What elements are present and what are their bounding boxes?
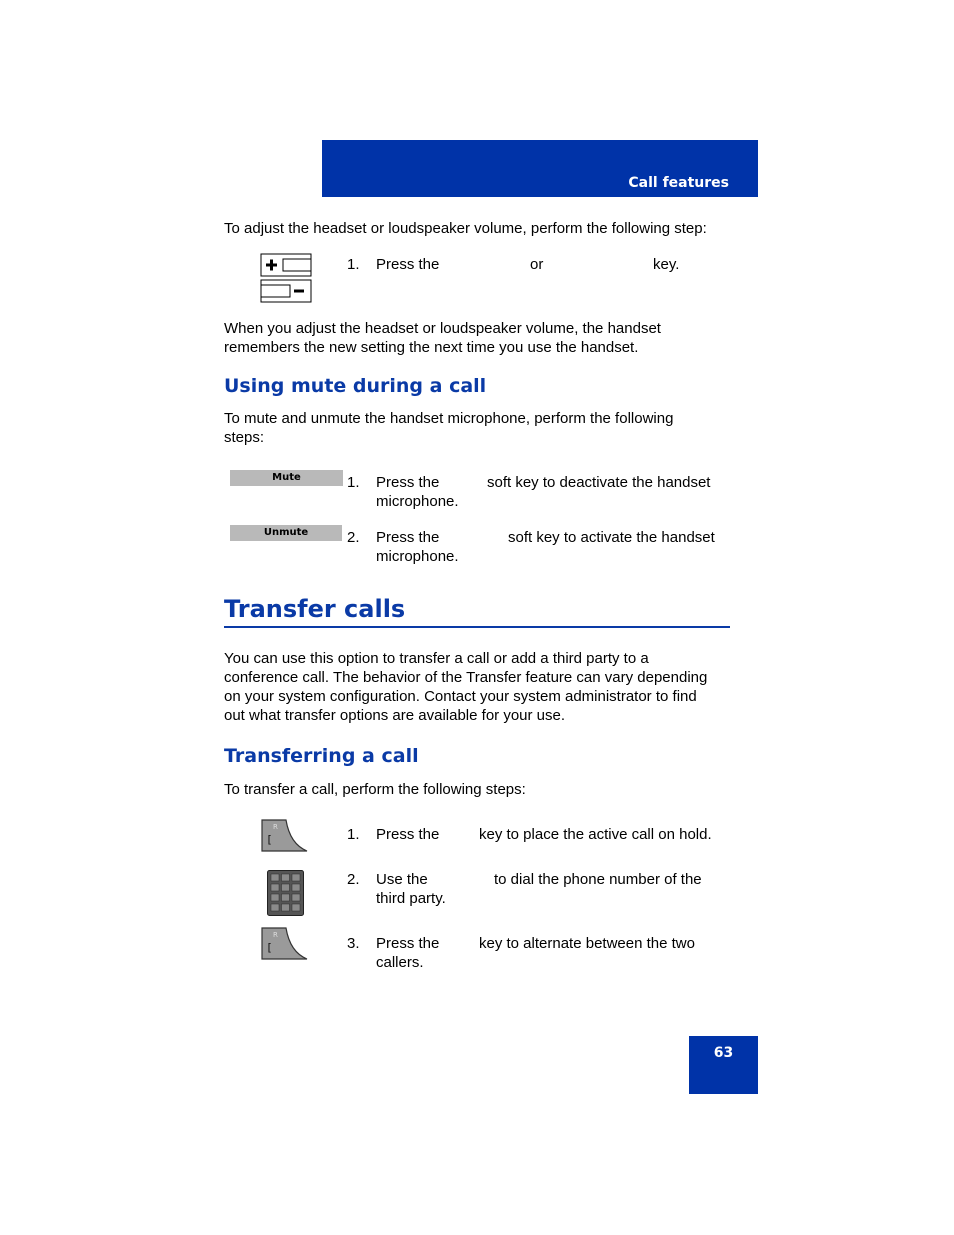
header-title: Call features <box>628 175 729 191</box>
unmute-softkey: Unmute <box>230 525 342 541</box>
volume-note <box>224 319 734 357</box>
mute-heading: Using mute during a call <box>224 375 487 397</box>
step-text: key to place the active call on hold. <box>479 826 712 843</box>
step-text: Press the <box>376 529 440 546</box>
r-key-icon <box>260 818 308 852</box>
step-text: soft key to activate the handset <box>508 529 715 546</box>
transferring-intro: To transfer a call, perform the following steps: <box>224 781 526 798</box>
r-key-icon <box>260 926 308 960</box>
r-key-letter: R <box>273 823 278 831</box>
step-text: key to alternate between the two <box>479 935 695 952</box>
step-text: microphone. <box>376 548 459 565</box>
step-text: Press the <box>376 256 440 273</box>
step-text: third party. <box>376 890 446 907</box>
transfer-heading: Transfer calls <box>224 595 730 628</box>
header-band <box>322 140 758 197</box>
transfer-paragraph-line: conference call. The behavior of the Transfer feature can vary depending <box>224 669 708 686</box>
mute-softkey: Mute <box>230 470 343 486</box>
step-text: to dial the phone number of the <box>494 871 702 888</box>
page-number-box <box>689 1036 758 1094</box>
page-number: 63 <box>713 1045 734 1061</box>
transfer-paragraph <box>224 649 734 725</box>
step-text: microphone. <box>376 493 459 510</box>
step-number: 1. <box>347 474 360 491</box>
r-key-bracket: [ <box>266 833 273 846</box>
r-key-bracket: [ <box>266 941 273 954</box>
step-number: 3. <box>347 935 360 952</box>
volume-intro: To adjust the headset or loudspeaker volume, perform the following step: <box>224 220 707 237</box>
dialpad-icon <box>267 870 304 916</box>
mute-intro-line: To mute and unmute the handset microphone, perform the following <box>224 410 674 427</box>
transfer-paragraph-line: on your system configuration. Contact your system administrator to find <box>224 688 697 705</box>
step-text: Press the <box>376 935 440 952</box>
step-number: 2. <box>347 871 360 888</box>
step-text: soft key to deactivate the handset <box>487 474 711 491</box>
volume-note-line: When you adjust the headset or loudspeaker volume, the handset <box>224 320 661 337</box>
step-text: or <box>530 256 544 273</box>
volume-up-down-icon <box>260 253 312 303</box>
step-text: Use the <box>376 871 428 888</box>
step-number: 1. <box>347 826 360 843</box>
transfer-paragraph-line: You can use this option to transfer a call or add a third party to a <box>224 650 649 667</box>
mute-intro <box>224 409 734 447</box>
transferring-heading: Transferring a call <box>224 745 419 767</box>
step-text: key. <box>653 256 680 273</box>
step-text: callers. <box>376 954 424 971</box>
step-number: 2. <box>347 529 360 546</box>
transfer-paragraph-line: out what transfer options are available for your use. <box>224 707 566 724</box>
volume-note-line: remembers the new setting the next time you use the handset. <box>224 339 639 356</box>
step-number: 1. <box>347 256 360 273</box>
mute-intro-line: steps: <box>224 429 265 446</box>
step-text: Press the <box>376 826 440 843</box>
step-text: Press the <box>376 474 440 491</box>
r-key-letter: R <box>273 931 278 939</box>
